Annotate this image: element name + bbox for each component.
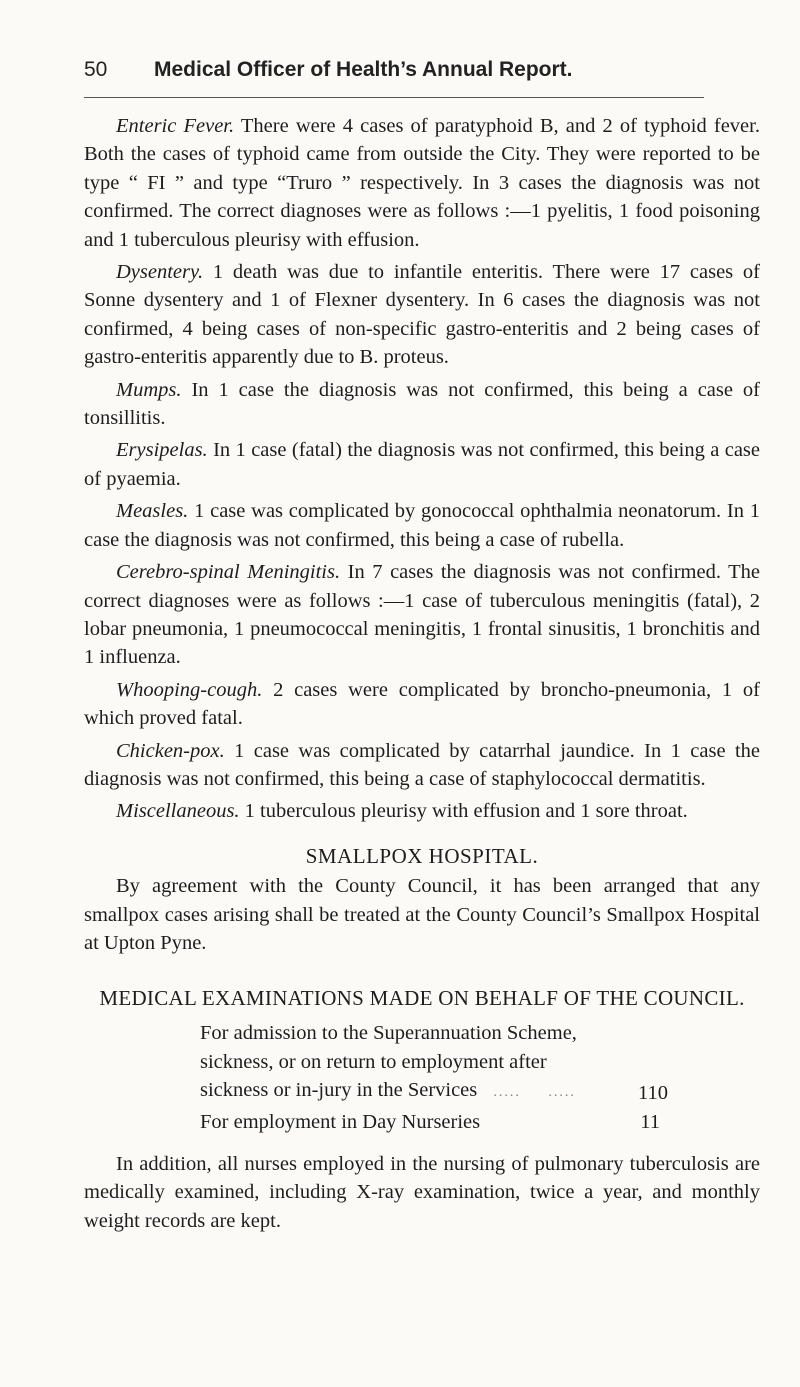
section-heading: Dysentery.	[116, 261, 204, 284]
section-text: In 7 cases the diagnosis was not confirmed. The correct diagnoses were as follows :—1 case of tuberculous meningitis (fatal), 2 lobar pneumonia, 1 pneumococcal meningitis, 1 frontal sinusitis, 1 bronchitis and 1 influenza.	[84, 561, 761, 669]
header-rule	[84, 97, 704, 98]
section-text: 2 cases were complicated by broncho-pneumonia, 1 of which proved fatal.	[84, 678, 760, 730]
section-heading: Erysipelas.	[116, 439, 208, 462]
section-miscellaneous	[84, 797, 760, 825]
exam-count: 11	[640, 1110, 660, 1133]
section-text: There were 4 cases of paratyphoid B, and 2 of typhoid fever. Both the cases of typhoid came from outside the City. They were reported to be type “ FI ” and type “Truro ” respectively. In 3 cases the diagnosis was not confirmed. The correct diagnoses were as follows :—1 pyelitis, 1 food poisoning and 1 tuberculous pleurisy with effusion.	[84, 115, 760, 251]
section-text: 1 case was complicated by gonococcal ophthalmia neonatorum. In 1 case the diagnosis was not confirmed, this being a case of rubella.	[84, 500, 760, 551]
section-mumps	[84, 376, 760, 433]
page-header	[84, 58, 704, 82]
section-heading: Measles.	[116, 500, 189, 523]
section-heading: Miscellaneous.	[116, 800, 240, 823]
report-body	[84, 112, 760, 1239]
section-whooping-cough	[84, 676, 760, 733]
exam-row	[200, 1108, 668, 1136]
section-heading: Whooping-cough.	[116, 678, 263, 701]
section-cerebro-spinal-meningitis	[84, 558, 760, 672]
exam-count: 110	[638, 1082, 668, 1105]
section-dysentery	[84, 258, 760, 372]
section-text: In 1 case (fatal) the diagnosis was not confirmed, this being a case of pyaemia.	[84, 439, 761, 490]
page-title: Medical Officer of Health’s Annual Report.	[154, 58, 573, 81]
section-text: 1 case was complicated by catarrhal jaundice. In 1 case the diagnosis was not confirmed, this being a case of staphylococcal dermatitis.	[84, 739, 760, 790]
section-chicken-pox	[84, 737, 760, 794]
section-text: In 1 case the diagnosis was not confirmed, this being a case of tonsillitis.	[84, 378, 760, 430]
exam-label: For admission to the Superannuation Scheme, sickness, or on return to employment after sickness or in-jury in the Services	[200, 1022, 577, 1102]
section-measles	[84, 497, 760, 554]
page-number: 50	[84, 58, 108, 81]
leader-dots: ..... .....	[482, 1085, 576, 1101]
section-heading: Cerebro-spinal Meningitis.	[116, 561, 341, 584]
section-heading: Enteric Fever.	[116, 115, 235, 137]
section-enteric-fever	[84, 112, 760, 254]
smallpox-heading: SMALLPOX HOSPITAL.	[305, 843, 539, 868]
exam-label: For employment in Day Nurseries	[200, 1110, 481, 1133]
section-heading: Mumps.	[116, 378, 182, 401]
section-erysipelas	[84, 436, 760, 493]
exams-note: In addition, all nurses employed in the nursing of pulmonary tuberculosis are medically examined, including X-ray examination, twice a year, and monthly weight records are kept.	[84, 1153, 760, 1232]
smallpox-text: By agreement with the County Council, it has been arranged that any smallpox cases arising shall be treated at the County Council’s Smallpox Hospital at Upton Pyne.	[84, 875, 760, 954]
section-text: 1 death was due to infantile enteritis. There were 17 cases of Sonne dysentery and 1 of Flexner dysentery. In 6 cases the diagnosis was not confirmed, 4 being cases of non-specific gastro-enteritis and 2 being cases of gastro-enteritis apparently due to B. proteus.	[84, 261, 761, 369]
exams-heading: MEDICAL EXAMINATIONS MADE ON BEHALF OF THE COUNCIL.	[99, 986, 745, 1011]
section-text: 1 tuberculous pleurisy with effusion and 1 sore throat.	[244, 800, 688, 823]
section-heading: Chicken-pox.	[116, 739, 225, 762]
exams-table	[200, 1019, 668, 1136]
exam-row	[200, 1019, 668, 1107]
